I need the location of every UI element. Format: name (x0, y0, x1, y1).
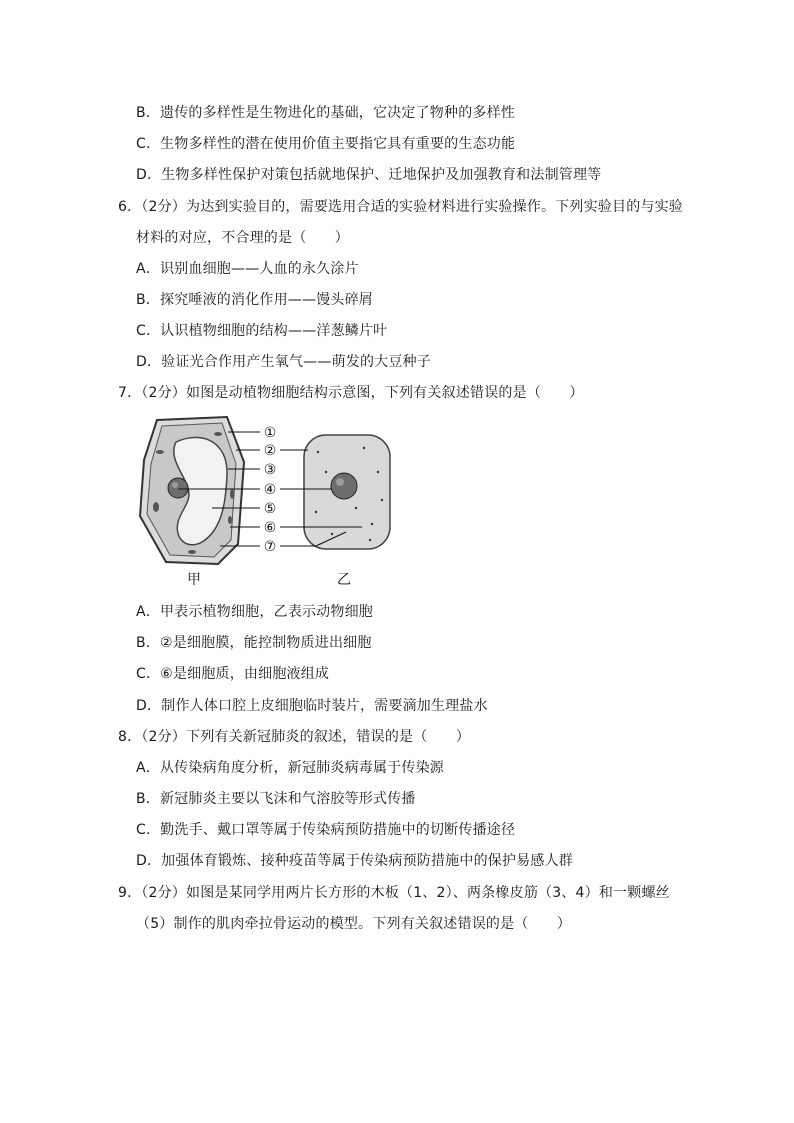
label-5: ⑤ (263, 501, 277, 517)
q7-option-a: A．甲表示植物细胞，乙表示动物细胞 (136, 604, 373, 620)
caption-animal: 乙 (337, 572, 351, 588)
chloroplast (214, 432, 222, 436)
q5-option-b: B．遗传的多样性是生物进化的基础，它决定了物种的多样性 (136, 105, 516, 121)
q6-option-c: C．认识植物细胞的结构——洋葱鳞片叶 (136, 323, 388, 339)
label-7: ⑦ (263, 539, 277, 555)
q6-option-a: A．识别血细胞——人血的永久涂片 (136, 261, 359, 277)
plant-cell (140, 417, 244, 564)
q5-option-d: D．生物多样性保护对策包括就地保护、迁地保护及加强教育和法制管理等 (136, 167, 602, 183)
chloroplast (230, 489, 234, 499)
q7-stem: 7．（2分）如图是动植物细胞结构示意图，下列有关叙述错误的是（ ） (118, 385, 584, 401)
label-1: ① (263, 425, 277, 441)
plant-nucleus (168, 478, 188, 498)
q7-option-b: B．②是细胞膜，能控制物质进出细胞 (136, 635, 372, 651)
animal-nucleus (331, 473, 357, 499)
label-4: ④ (263, 482, 277, 498)
label-6: ⑥ (263, 520, 277, 536)
animal-cell (304, 435, 390, 549)
cell-structure-diagram (132, 412, 402, 590)
q7-option-c: C．⑥是细胞质，由细胞液组成 (136, 666, 330, 682)
q5-option-c: C．生物多样性的潜在使用价值主要指它具有重要的生态功能 (136, 136, 516, 152)
q6-option-b: B．探究唾液的消化作用——馒头碎屑 (136, 292, 374, 308)
chloroplast (228, 516, 232, 524)
chloroplast (153, 502, 159, 512)
q8-option-d: D．加强体育锻炼、接种疫苗等属于传染病预防措施中的保护易感人群 (136, 853, 573, 869)
q6-stem-line1: 6．（2分）为达到实验目的，需要选用合适的实验材料进行实验操作。下列实验目的与实验 (118, 199, 684, 215)
q7-option-d: D．制作人体口腔上皮细胞临时装片，需要滴加生理盐水 (136, 698, 488, 714)
q8-option-c: C．勤洗手、戴口罩等属于传染病预防措施中的切断传播途径 (136, 822, 516, 838)
label-2: ② (263, 443, 277, 459)
q9-stem-line1: 9．（2分）如图是某同学用两片长方形的木板（1、2）、两条橡皮筋（3、4）和一颗螺丝 (118, 885, 670, 901)
chloroplast (156, 450, 164, 454)
q8-option-a: A．从传染病角度分析，新冠肺炎病毒属于传染源 (136, 760, 444, 776)
label-3: ③ (263, 462, 277, 478)
q8-option-b: B．新冠肺炎主要以飞沫和气溶胶等形式传播 (136, 791, 416, 807)
chloroplast (188, 550, 196, 554)
q6-stem-line2: 材料的对应，不合理的是（ ） (136, 230, 349, 246)
q9-stem-line2: （5）制作的肌肉牵拉骨运动的模型。下列有关叙述错误的是（ ） (136, 916, 572, 932)
q6-option-d: D．验证光合作用产生氧气——萌发的大豆种子 (136, 354, 431, 370)
caption-plant: 甲 (187, 572, 201, 588)
q8-stem: 8．（2分）下列有关新冠肺炎的叙述，错误的是（ ） (118, 729, 471, 745)
